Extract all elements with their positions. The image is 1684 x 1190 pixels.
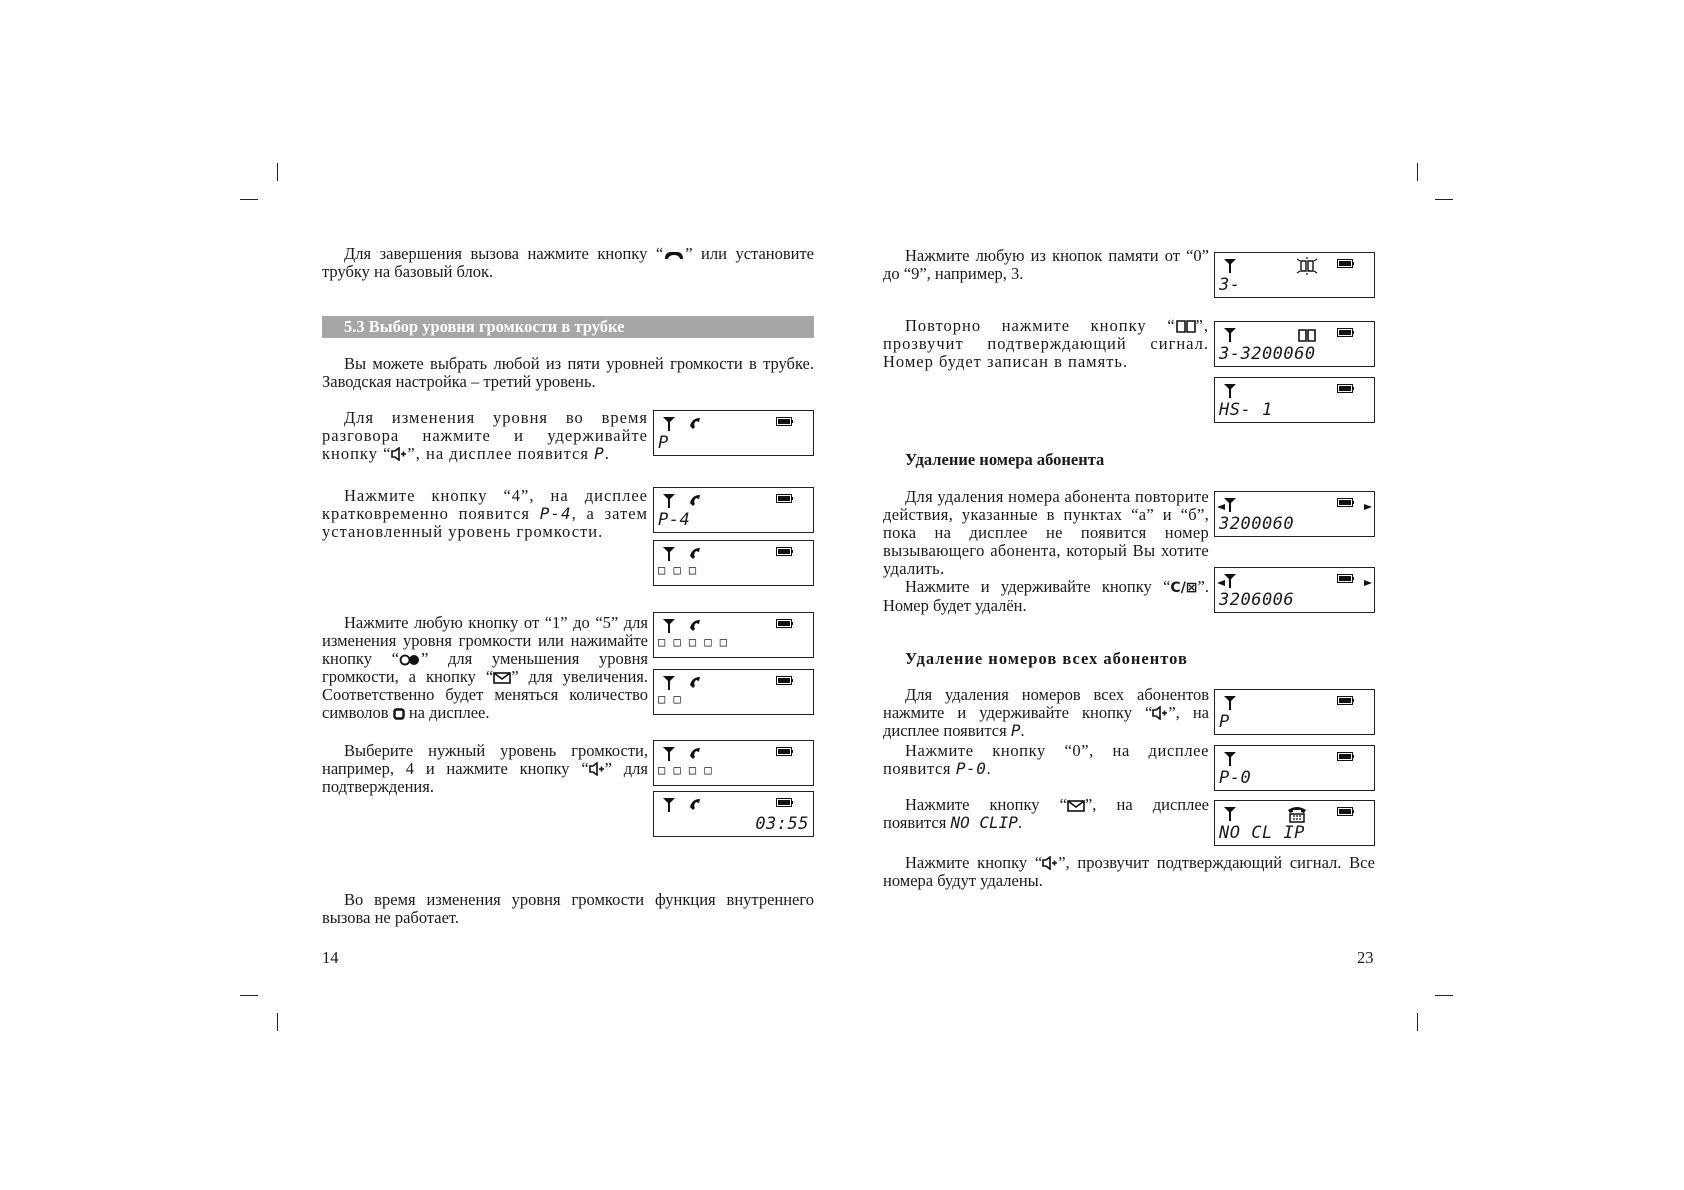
battery-icon: [776, 619, 793, 628]
left-paragraph-change-level: Для изменения уровня во время разговора нажмите и удерживайте кнопку “ ”, на дисплее появится P.: [322, 408, 648, 463]
antenna-icon: [662, 546, 676, 562]
lcd-display: [1214, 567, 1375, 613]
lcd-display: [653, 540, 814, 586]
handset-icon: [687, 746, 703, 762]
antenna-icon: [1223, 497, 1237, 513]
lcd-text: □ □ □: [658, 563, 697, 577]
lcd-text: P-4: [658, 510, 691, 530]
handset-icon: [687, 493, 703, 509]
page-number: 23: [1357, 948, 1374, 967]
volume-down-icon: [399, 654, 421, 666]
book-blinking-icon: [1295, 256, 1319, 276]
antenna-icon: [1223, 695, 1237, 711]
crop-mark: [277, 1013, 278, 1031]
handset-icon: [687, 675, 703, 691]
crop-mark: [1417, 1013, 1418, 1031]
antenna-icon: [1223, 258, 1237, 274]
speaker-icon: [1042, 856, 1058, 870]
left-paragraph-select-1-5: Нажмите любую кнопку от “1” до “5” для изменения уровня громкости или нажимайте кнопку “ ” для уменьшения уровня громкости, а кнопку “ ” для увеличения. Соответственно будет меняться количество символов на дисплее.: [322, 613, 648, 722]
right-paragraph-delete: Для удаления номера абонента повторите действия, указанные в пунктах “а” и “б”, пока на дисплее не появится номер вызывающего абонента, который Вы хотите удалить.: [883, 487, 1209, 578]
lcd-display: [1214, 800, 1375, 846]
right-paragraph-final: Нажмите кнопку “ ”, прозвучит подтверждающий сигнал. Все номера будут удалены.: [883, 853, 1375, 890]
antenna-icon: [662, 797, 676, 813]
envelope-icon: [1067, 800, 1085, 812]
battery-icon: [1337, 328, 1354, 337]
lcd-display: [1214, 689, 1375, 735]
lcd-text: 3-3200060: [1219, 344, 1316, 364]
handset-icon: [687, 618, 703, 634]
antenna-icon: [662, 416, 676, 432]
battery-icon: [776, 798, 793, 807]
lcd-display: [1214, 377, 1375, 423]
antenna-icon: [1223, 573, 1237, 589]
lcd-text: P-0: [1219, 768, 1252, 788]
arrow-right-icon: [1364, 580, 1372, 586]
left-paragraph-note: Во время изменения уровня громкости функция внутреннего вызова не работает.: [322, 890, 814, 927]
battery-icon: [776, 417, 793, 426]
battery-icon: [1337, 384, 1354, 393]
right-paragraph-hold-c: Нажмите и удерживайте кнопку “C/⊠”. Номер будет удалён.: [883, 577, 1209, 615]
right-paragraph-press-0: Нажмите кнопку “0”, на дисплее появится P-0.: [883, 741, 1209, 778]
left-paragraph-press-4: Нажмите кнопку “4”, на дисплее кратковременно появится P-4, а затем установленный уровень громкости.: [322, 486, 648, 541]
lcd-text: 3206006: [1219, 590, 1295, 610]
battery-icon: [1337, 752, 1354, 761]
lcd-text: NO CL IP: [1219, 823, 1305, 843]
lcd-display: [1214, 252, 1375, 298]
lcd-display: [1214, 321, 1375, 367]
lcd-display: [653, 612, 814, 658]
handset-icon: [687, 546, 703, 562]
crop-mark: [1435, 995, 1453, 996]
right-paragraph-delete-all: Для удаления номеров всех абонентов нажмите и удерживайте кнопку “ ”, на дисплее появится P.: [883, 685, 1209, 740]
heading-delete-number: Удаление номера абонента: [905, 450, 1105, 469]
antenna-icon: [1223, 327, 1237, 343]
right-paragraph-memory: Нажмите любую из кнопок памяти от “0” до “9”, например, 3.: [883, 246, 1209, 283]
speaker-icon: [1152, 706, 1168, 720]
arrow-right-icon: [1364, 504, 1372, 510]
lcd-display: [1214, 745, 1375, 791]
battery-icon: [776, 676, 793, 685]
clear-key-icon: C/⊠: [1170, 580, 1198, 596]
battery-icon: [776, 494, 793, 503]
handset-icon: [687, 416, 703, 432]
battery-icon: [1337, 259, 1354, 268]
right-paragraph-envelope: Нажмите кнопку “ ”, на дисплее появится NO CLIP.: [883, 795, 1209, 832]
antenna-icon: [662, 618, 676, 634]
lcd-text: □ □ □ □ □: [658, 635, 728, 649]
left-paragraph-confirm: Выберите нужный уровень громкости, например, 4 и нажмите кнопку “ ” для подтверждения.: [322, 741, 648, 796]
battery-icon: [1337, 807, 1354, 816]
battery-icon: [1337, 696, 1354, 705]
antenna-icon: [662, 675, 676, 691]
crop-mark: [277, 163, 278, 181]
left-paragraph-intro: Вы можете выбрать любой из пяти уровней громкости в трубке. Заводская настройка – третий уровень.: [322, 354, 814, 391]
left-paragraph-end-call: Для завершения вызова нажмите кнопку “ ” или установите трубку на базовый блок.: [322, 244, 814, 281]
lcd-display: [653, 740, 814, 786]
handset-icon: [663, 249, 685, 261]
antenna-icon: [1223, 751, 1237, 767]
lcd-text: 03:55: [755, 814, 809, 834]
handset-icon: [687, 797, 703, 813]
battery-icon: [776, 547, 793, 556]
battery-icon: [1337, 498, 1354, 507]
lcd-display: [1214, 491, 1375, 537]
antenna-icon: [1223, 806, 1237, 822]
book-icon: [1295, 325, 1319, 345]
lcd-text: P: [658, 433, 669, 453]
antenna-icon: [662, 746, 676, 762]
heading-delete-all: Удаление номеров всех абонентов: [905, 649, 1188, 668]
battery-icon: [776, 747, 793, 756]
crop-mark: [1435, 199, 1453, 200]
book-icon: [1176, 320, 1196, 333]
level-block-icon: [393, 708, 405, 720]
envelope-icon: [493, 672, 511, 684]
antenna-icon: [662, 493, 676, 509]
lcd-text: □ □ □ □: [658, 763, 713, 777]
lcd-text: □ □: [658, 692, 682, 706]
lcd-text: P: [1219, 712, 1230, 732]
crop-mark: [240, 995, 258, 996]
lcd-text: 3200060: [1219, 514, 1295, 534]
lcd-display: [653, 791, 814, 837]
crop-mark: [240, 199, 258, 200]
speaker-icon: [391, 447, 407, 461]
telephone-icon: [1285, 804, 1309, 824]
lcd-text: HS- 1: [1219, 400, 1273, 420]
lcd-text: 3-: [1219, 275, 1241, 295]
speaker-icon: [589, 762, 605, 776]
section-title: 5.3 Выбор уровня громкости в трубке: [322, 316, 814, 338]
lcd-display: [653, 669, 814, 715]
crop-mark: [1417, 163, 1418, 181]
lcd-display: [653, 487, 814, 533]
lcd-display: [653, 410, 814, 456]
page-number: 14: [322, 948, 339, 967]
right-paragraph-book: Повторно нажмите кнопку “ ”, прозвучит подтверждающий сигнал. Номер будет записан в память.: [883, 316, 1209, 371]
antenna-icon: [1223, 383, 1237, 399]
battery-icon: [1337, 574, 1354, 583]
